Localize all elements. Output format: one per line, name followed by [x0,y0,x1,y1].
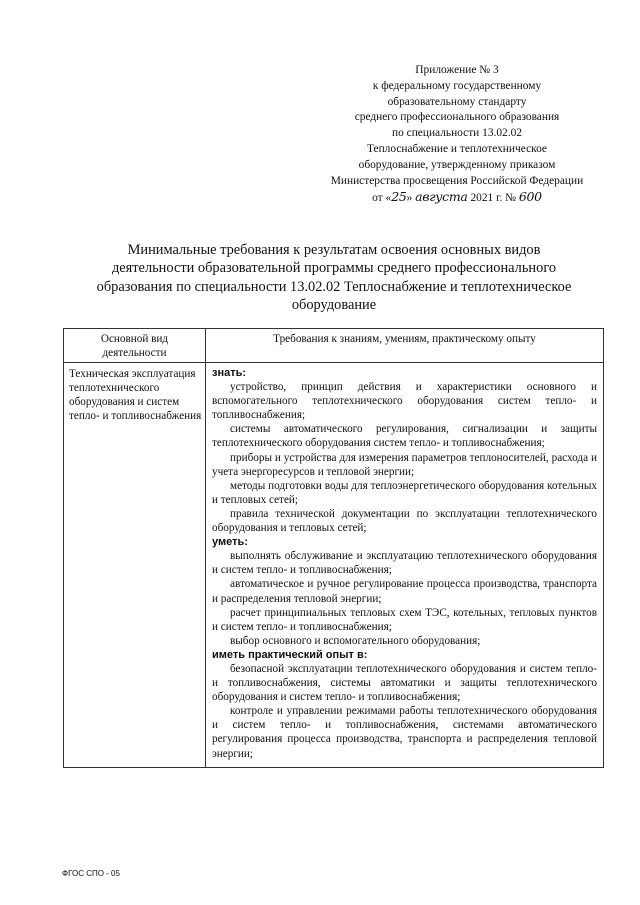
experience-label: иметь практический опыт в: [212,648,368,661]
annex-line: среднего профессионального образования [354,111,560,124]
order-number-handwritten: 600 [518,189,542,205]
annex-date-line [312,189,602,207]
date-day-handwritten: 25 [391,189,407,205]
can-item: автоматическое и ручное регулирование процесса производства, транспорта и распределения тепловой энергии; [212,578,597,605]
annex-line: к федеральному государственному [372,79,542,92]
can-item: расчет принципиальных тепловых схем ТЭС, котельных, тепловых пунктов и систем тепло- и топливоснабжения; [212,606,597,633]
know-item: правила технической документации по эксплуатации теплотехнического оборудования и тепловых сетей; [212,507,597,535]
date-sep: » [406,192,416,205]
can-label: уметь: [212,536,248,549]
know-label: знать: [212,367,247,379]
title-line: оборудование [291,297,377,314]
activity-cell: Техническая эксплуатация теплотехнического оборудования и систем тепло- и топливоснабжения [64,363,206,768]
requirements-table [63,328,604,768]
header-activity: Основной вид деятельности [64,329,206,363]
header-requirements: Требования к знаниям, умениям, практическому опыту [206,329,604,363]
know-item: приборы и устройства для измерения параметров теплоносителей, расхода и учета энергоресурсов и тепловой энергии; [212,451,597,478]
know-item: устройство, принцип действия и характеристики основного и вспомогательного теплотехнического оборудования систем тепло- и топливоснабжения; [212,381,597,422]
requirements-cell [206,363,604,768]
annex-header [312,63,602,207]
table-header-row [64,329,604,363]
can-item: выбор основного и вспомогательного оборудования; [230,634,481,647]
experience-item: контроле и управлении режимами работы теплотехнического оборудования и систем тепло- и топливоснабжения, системами автоматического регулирования процесса производства, транспорта и распределения тепловой энергии; [212,705,597,760]
annex-line: Теплоснабжение и теплотехническое [367,142,547,155]
date-prefix: от « [372,192,392,205]
date-year: 2021 г. № [467,192,519,205]
title-line: Минимальные требования к результатам освоения основных видов [127,242,541,258]
date-month-handwritten: августа [415,189,468,205]
table-row [64,363,604,768]
document-title [84,241,584,315]
title-line: образования по специальности 13.02.02 Теплоснабжение и теплотехническое [96,278,572,295]
footer-code: ФГОС СПО - 05 [62,869,120,878]
experience-item: безопасной эксплуатации теплотехнического оборудования и систем тепло- и топливоснабжения, системы автоматики и защиты теплотехнического оборудования и систем тепло- и топливоснабжения; [212,662,597,704]
know-item: системы автоматического регулирования, сигнализации и защиты теплотехнического оборудования систем тепло- и топливоснабжения; [212,423,597,450]
annex-line: оборудование, утвержденному приказом [358,158,556,171]
annex-line: по специальности 13.02.02 [392,127,522,140]
know-item: методы подготовки воды для теплоэнергетического оборудования котельных и тепловых сетей; [212,479,597,506]
can-item: выполнять обслуживание и эксплуатацию теплотехнического оборудования и систем тепло- и топливоснабжения; [212,550,597,577]
annex-line: образовательному стандарту [387,95,527,108]
annex-line: Министерства просвещения Российской Федерации [330,174,584,187]
annex-line: Приложение № 3 [415,64,499,76]
title-line: деятельности образовательной программы среднего профессионального [111,260,557,277]
